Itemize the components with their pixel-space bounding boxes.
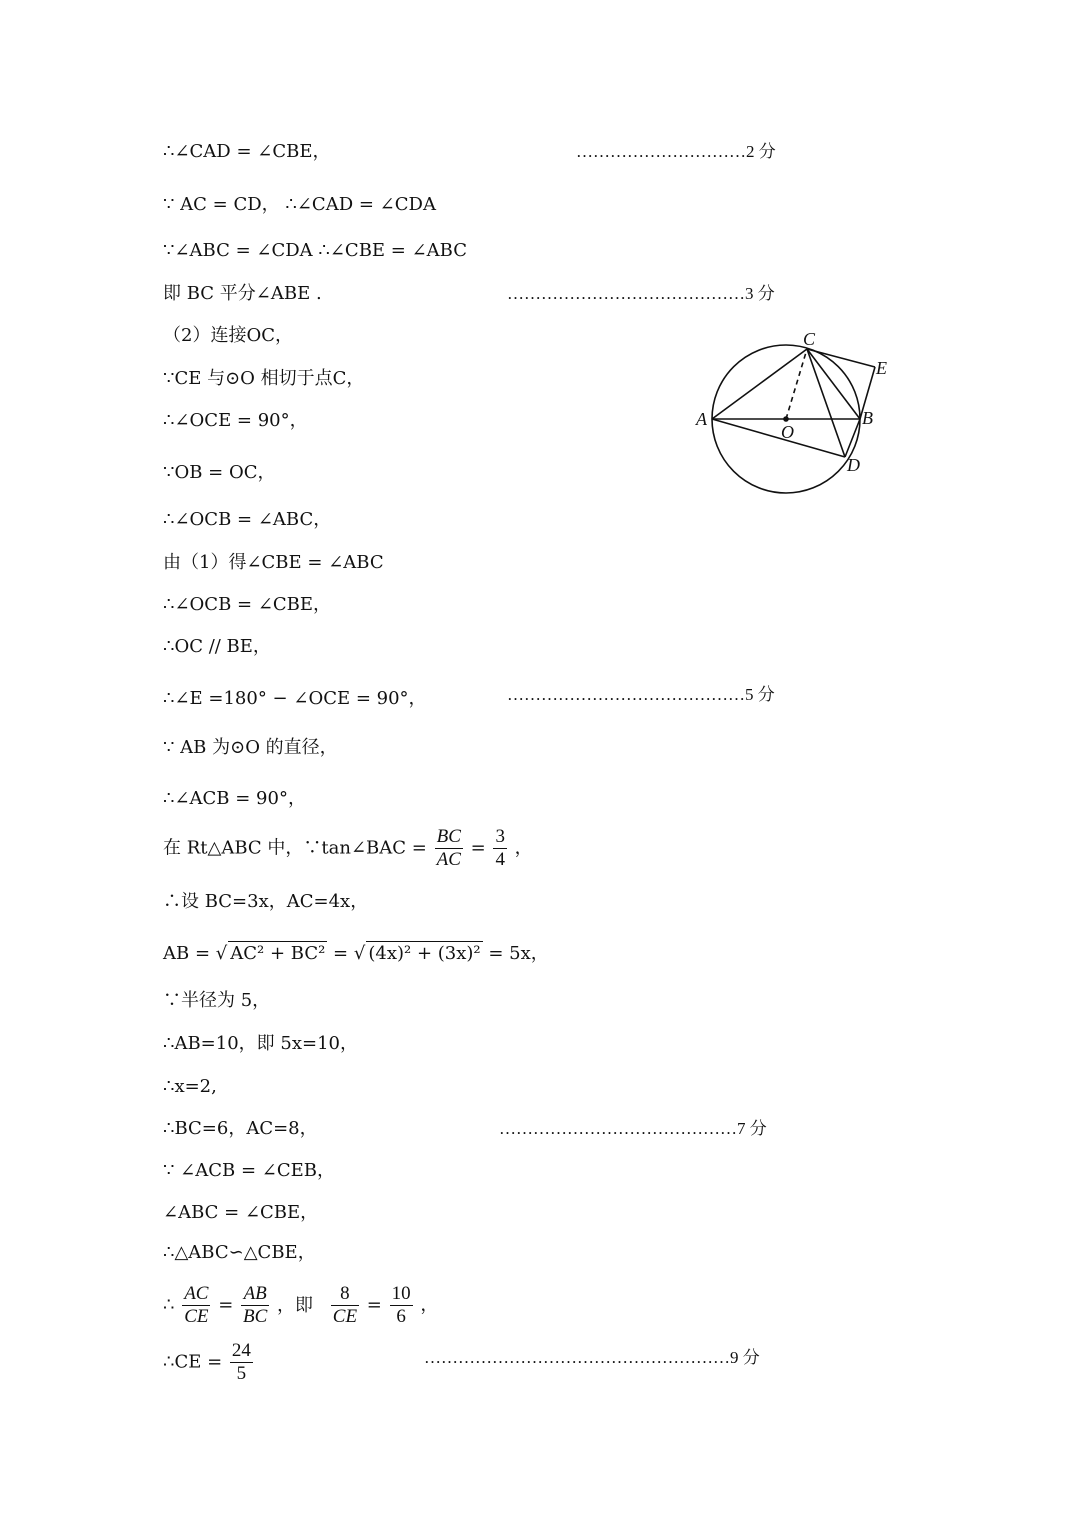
equals-sign: =	[366, 1294, 382, 1316]
numerator: AC	[184, 1283, 209, 1304]
proof-line: ∴BC=6，AC=8，	[163, 1118, 318, 1139]
proof-line: ∵ AC = CD， ∴∠CAD = ∠CDA	[163, 194, 436, 215]
fraction	[331, 1283, 359, 1328]
label-e: E	[876, 358, 887, 378]
equals-sign: =	[470, 837, 486, 859]
label-a: A	[696, 409, 707, 429]
score-marker: ……………………………………3 分	[507, 284, 775, 303]
numerator: 3	[495, 826, 505, 847]
radicand: (4x)² + (3x)²	[368, 943, 481, 964]
proof-line: ∵CE 与⊙O 相切于点C，	[163, 368, 365, 389]
radicand: AC² + BC²	[230, 943, 326, 964]
proof-line: ∠ABC = ∠CBE，	[163, 1202, 319, 1223]
denominator: 4	[495, 849, 505, 870]
numerator: BC	[436, 826, 461, 847]
proof-line: ∵∠ABC = ∠CDA ∴∠CBE = ∠ABC	[163, 240, 468, 261]
proof-line: ∵OB = OC，	[163, 462, 276, 483]
text: ，即	[277, 1294, 314, 1316]
proof-line: 由（1）得∠CBE = ∠ABC	[163, 552, 384, 573]
text: ，	[420, 1294, 439, 1316]
text: ∴	[163, 1294, 175, 1316]
numerator: 8	[331, 1283, 359, 1306]
label-d: D	[847, 455, 860, 475]
tan-equation-line	[163, 826, 533, 871]
result-line	[163, 1340, 255, 1385]
proof-line: ∴∠OCE = 90°，	[163, 410, 308, 431]
fraction	[182, 1283, 210, 1328]
sqrt-sign: √	[353, 943, 366, 964]
proof-line: ∴∠OCB = ∠CBE，	[163, 594, 332, 615]
pythagoras-line	[163, 941, 549, 966]
denominator: 6	[396, 1306, 406, 1327]
score-marker: ……………………………………5 分	[507, 685, 775, 704]
proof-line: ∴∠OCB = ∠ABC，	[163, 509, 332, 530]
numerator: 10	[391, 1283, 411, 1304]
label-c: C	[803, 329, 816, 349]
sqrt-sign: √	[215, 943, 228, 964]
denominator: CE	[332, 1306, 358, 1327]
text: 在 Rt△ABC 中，∵tan∠BAC =	[163, 837, 427, 859]
text: ，	[514, 837, 533, 859]
proof-line: 即 BC 平分∠ABE .	[163, 283, 322, 304]
fraction	[230, 1340, 253, 1385]
proof-line: ∵ AB 为⊙O 的直径，	[163, 737, 338, 758]
center-point	[783, 416, 789, 422]
equals-sign: =	[333, 943, 349, 964]
proof-line: ∴OC // BE，	[163, 636, 271, 657]
denominator: 5	[236, 1363, 247, 1384]
proof-line: ∴设 BC=3x，AC=4x，	[163, 891, 369, 912]
proof-line: ∵ ∠ACB = ∠CEB，	[163, 1160, 336, 1181]
fraction	[241, 1283, 269, 1328]
text: = 5x，	[488, 943, 549, 964]
denominator: AC	[436, 849, 461, 870]
score-marker: ……………………………………7 分	[499, 1119, 767, 1138]
text: AB =	[163, 943, 211, 964]
proof-line: ∴x=2,	[163, 1076, 217, 1097]
numerator: 24	[231, 1340, 251, 1361]
score-marker: …………………………2 分	[576, 142, 776, 161]
segment-ac	[712, 349, 807, 419]
proof-line: ∴∠ACB = 90°，	[163, 788, 306, 809]
segment-oc-dashed	[786, 349, 807, 419]
circle-geometry-figure	[690, 325, 910, 500]
similarity-ratio-line	[163, 1283, 438, 1328]
denominator: BC	[243, 1306, 268, 1327]
proof-line: ∵半径为 5，	[163, 990, 271, 1011]
proof-line: ∴∠CAD = ∠CBE，	[163, 141, 331, 162]
segment-cd	[807, 349, 845, 457]
score-marker: ………………………………………………9 分	[424, 1348, 760, 1367]
proof-line: ∴△ABC∽△CBE，	[163, 1242, 316, 1263]
segment-ce	[807, 349, 875, 367]
equals-sign: =	[218, 1294, 234, 1316]
numerator: AB	[241, 1283, 269, 1306]
label-o: O	[781, 422, 794, 442]
proof-line: （2）连接OC，	[163, 325, 293, 346]
text: ∴CE =	[163, 1351, 223, 1373]
label-b: B	[862, 408, 873, 428]
segment-ad	[712, 419, 845, 457]
fraction	[493, 826, 507, 871]
denominator: CE	[184, 1306, 209, 1327]
fraction	[390, 1283, 413, 1328]
fraction	[435, 826, 463, 871]
proof-line: ∴∠E =180° − ∠OCE = 90°，	[163, 688, 427, 709]
proof-line: ∴AB=10，即 5x=10，	[163, 1033, 358, 1054]
